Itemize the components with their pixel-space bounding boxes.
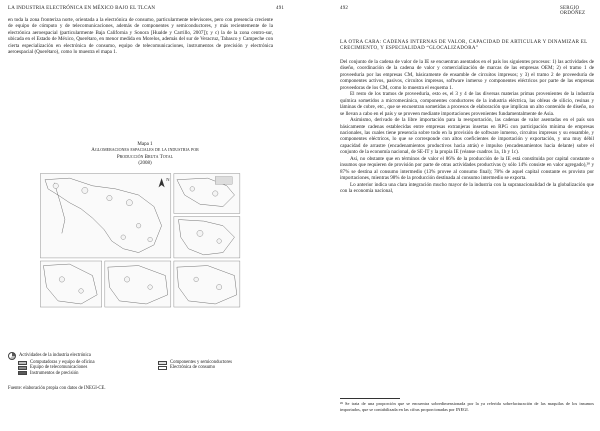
inset-map-center (174, 217, 240, 258)
inset-map-southeast (174, 261, 240, 307)
legend-swatch (18, 361, 27, 365)
legend-swatch (158, 361, 167, 365)
paragraph: Asimismo, derivado de la libre importación para la reexportación, las cadenas de valor asentadas en el país son básicamente cadenas establecidas entre empresas extranjeras insertas en RPG con participación mínima de empresas nacionales, las cuales tiene presencia sobre todo en la provisión de software inmerso, circuitos impresos y su ensamble, y componentes eléctricos, lo que se corresponde con altos coeficientes de importación y exportación, y una muy débil capacidad de arrastre (encadenamientos productivos hacia atrás) e impulso (encadenamientos hacia delante) sobre el conjunto de la economía nacional, de SE-IT y la propia IE (véanse cuadros 1a, 1b y 1c). (340, 117, 594, 156)
map-label: Mapa 1 (137, 142, 153, 147)
paragraph: Del conjunto de la cadena de valor de la IE se encuentran asentados en el país los siguientes procesos: 1) las actividades de diseño, coordinación de la cadena de valor y comercialización de marcas de las empresas OEM; 2) el tramo 1 de proveeduría por las empresas CM, básicamente de ensamble de circuitos impresos; y 3) el tramo 2 de proveeduría de componentes activos, pasivos, circuitos impresos, software inmerso y componentes eléctricos por parte de las empresas proveedoras de los CM, como lo muestra el esquema 1. (340, 59, 594, 91)
legend-item: Equipo de telecomunicaciones (18, 365, 158, 370)
legend-items (18, 360, 288, 376)
legend-item: Componentes y semiconductores (158, 360, 298, 365)
body-paragraph: en toda la zona fronteriza norte, orientada a la electrónica de consumo, particularmente televisores, pero con presencia creciente de equipo de cómputo y de telecomunicaciones, además de componentes y semiconductores, y más recientemente de la electrónica aeroespacial (particularmente Baja California y Sonora [Hualde y Carrillo, 2007]); y c) la de la zona centro-sur, ubicada en el Estado de México, Querétaro, en menor medida en Morelos, además del sur de Veracruz, Tabasco y Campeche con cierta especialización en electrónica de consumo, equipo de telecomunicaciones, instrumentos de precisión y electrónica aeroespacial (Querétaro), como lo muestra el mapa 1. (8, 17, 273, 56)
section-heading: LA OTRA CARA: CADENAS INTERNAS DE VALOR, CAPACIDAD DE ARTICULAR Y DINAMIZAR EL CRECIMIENTO, Y ESPECIALIDAD “GLOCALIZADORA” (340, 40, 588, 52)
body-text (340, 59, 594, 195)
main-map-panel (40, 174, 170, 258)
footnote-separator (340, 398, 400, 399)
legend-swatch (18, 366, 27, 370)
page-number: 491 (276, 6, 285, 11)
legend-item: Computadoras y equipo de oficina (18, 360, 158, 365)
map-legend (8, 352, 288, 376)
map-title-line1: Aglomeraciones espaciales de la industria por (91, 148, 199, 154)
running-header-title: LA INDUSTRIA ELECTRÓNICA EN MÉXICO BAJO EL TLCAN (8, 6, 156, 11)
running-header-title: SERGIO ORDÓÑEZ (560, 6, 586, 16)
inset-map-south (105, 261, 171, 307)
map-caption (40, 142, 250, 167)
legend-swatch (158, 366, 167, 370)
footnote: ²⁸ Se trata de una proporción que se encuentra sobredimensionada por la ya referida sobrefacturación de las maquilas de los insumos importados, que se contabilizada en las cifras proporcionadas por INEGI. (340, 401, 594, 412)
legend-symbol-icon (8, 352, 16, 360)
paragraph: Lo anterior indica una clara integración mucho mayor de la industria con la supranacionalidad de la globalización que con la economía nacional, (340, 181, 594, 195)
map-figure (8, 172, 273, 350)
map-title-line2: Producción Bruta Total (116, 154, 174, 160)
paragraph: Así, no obstante que en términos de valor el 86% de la producción de la IE está constituida por capital constante o insumos que requieren de provisión por parte de otras actividades productivas (y sólo 14% consiste en valor agregado),²⁸ y 87% se destina al consumo intermedio (13% provee al consumo final); 78% de aquel capital constante es provisto por importaciones, mientras 98% de la producción destinada al consumo intermedio se exporta. (340, 155, 594, 182)
paragraph: El resto de los tramos de proveeduría, esto es, el 3 y 4 de las diversas materias primas provenientes de la industria química sometidos a micromecánica, componentes conductores de la industria eléctrica, las obleas de silicio, resinas y láminas de cobre, etc., que se encuentran sometidas a procesos de elaboración que implican un alto contenido de diseño, no se llevan a cabo en el país y se proveen mediante importaciones provenientes fundamentalmente de Asia. (340, 91, 594, 117)
inset-map-west (40, 261, 101, 307)
legend-title: Actividades de la industria electrónica (8, 352, 288, 360)
legend-swatch (18, 371, 27, 375)
legend-item: Electrónica de consumo (158, 365, 298, 370)
legend-item: Instrumentos de precisión (18, 371, 158, 376)
map-year: (2008) (138, 160, 152, 166)
svg-text:N: N (166, 177, 170, 183)
map-source: Fuente: elaboración propia con datos de INEGI-CE. (8, 386, 106, 391)
page-number: 492 (340, 6, 349, 11)
